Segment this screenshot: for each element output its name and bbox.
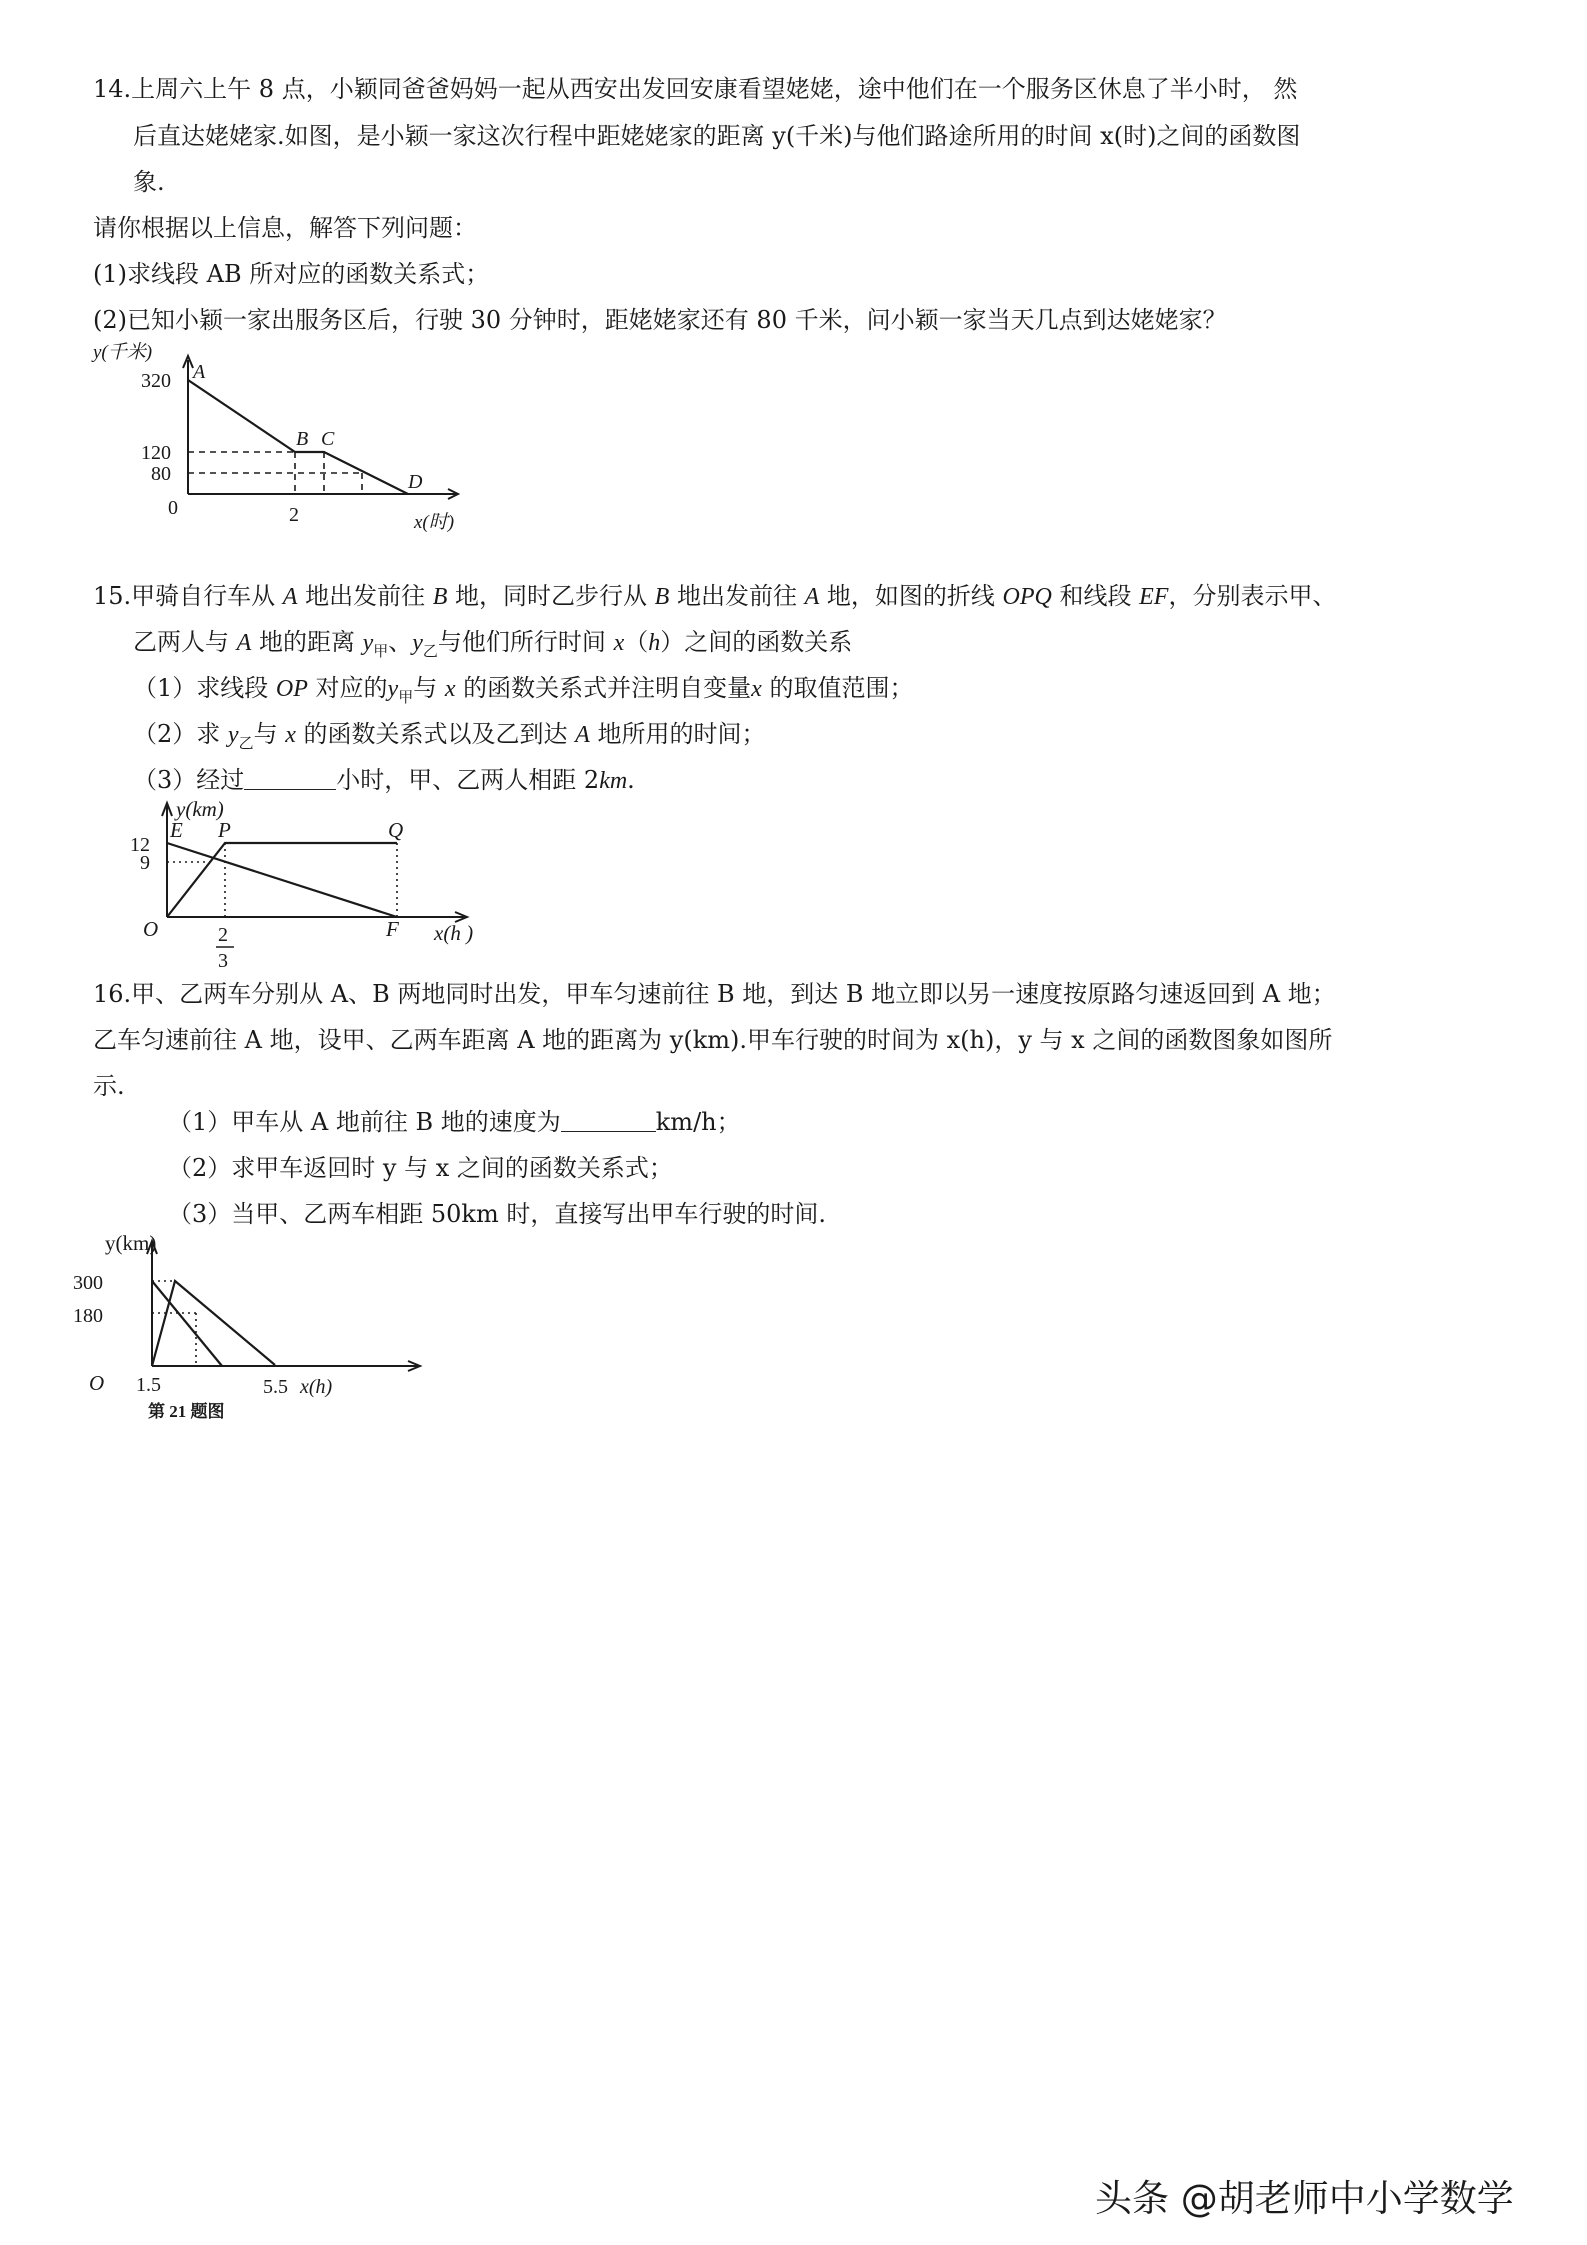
q16-polyline-car-jia: [152, 1281, 275, 1366]
q15-graph: [120, 797, 520, 980]
q16-answer-blank: [561, 1107, 656, 1132]
q15-ytick-12: 12: [130, 834, 150, 856]
q14-point-D: D: [408, 471, 423, 493]
q14-line1: 14.上周六上午 8 点，小颖同爸爸妈妈一起从西安出发回安康看望姥姥，途中他们在一个服务区休息了半小时， 然: [93, 75, 1298, 103]
q16-line1: 16.甲、乙两车分别从 A、B 两地同时出发，甲车匀速前往 B 地，到达 B 地立即以另一速度按原路匀速返回到 A 地；: [93, 980, 1336, 1008]
q15-answer-blank: [244, 765, 336, 790]
q16-x-label: x(h): [300, 1376, 333, 1398]
watermark: 头条 @胡老师中小学数学: [1095, 2177, 1514, 2220]
q14-line2: 后直达姥姥家.如图，是小颖一家这次行程中距姥姥家的距离 y(千米)与他们路途所用的时间 x(时)之间的函数图: [133, 122, 1301, 150]
q16-xtick-55: 5.5: [263, 1376, 288, 1398]
q14-ytick-120: 120: [141, 442, 171, 464]
q15-part2: （2）求 $y_乙$与 x 的函数关系式以及乙到达 A 地所用的时间；: [133, 720, 766, 752]
q15-xtick-den: 3: [218, 950, 228, 972]
q14-x-label: x(时): [414, 512, 455, 533]
q16-part1: （1）甲车从 A 地前往 B 地的速度为 km/h；: [168, 1108, 741, 1136]
q14-intro: 请你根据以上信息，解答下列问题：: [93, 214, 477, 242]
q14-point-B: B: [296, 428, 309, 450]
q15-origin: O: [143, 917, 159, 941]
q15-y-label: y(km): [176, 797, 224, 821]
q15-ytick-9: 9: [140, 852, 150, 874]
q14-line3: 象.: [133, 168, 165, 196]
q15-point-P: P: [218, 818, 231, 842]
q14-ytick-320: 320: [141, 370, 171, 392]
q15-point-F: F: [386, 917, 399, 941]
q16-line2: 乙车匀速前往 A 地，设甲、乙两车距离 A 地的距离为 y(km).甲车行驶的时间为 x(h)，y 与 x 之间的函数图象如图所: [93, 1026, 1333, 1054]
q16-caption: 第 21 题图: [148, 1402, 225, 1421]
q14-point-C: C: [321, 428, 335, 450]
q14-ytick-80: 80: [151, 463, 171, 485]
q16-xtick-15: 1.5: [136, 1374, 161, 1396]
q14-y-label: y(千米): [93, 342, 153, 363]
q15-line1: 15.甲骑自行车从 A 地出发前往 B 地，同时乙步行从 B 地出发前往 A 地，如图的折线 OPQ 和线段 EF，分别表示甲、: [93, 582, 1337, 610]
q15-point-Q: Q: [388, 818, 404, 842]
q15-part3: （3）经过 小时，甲、乙两人相距 2km.: [133, 766, 635, 794]
q14-part2: (2)已知小颖一家出服务区后，行驶 30 分钟时，距姥姥家还有 80 千米，问小颖一家当天几点到达姥姥家？: [93, 306, 1227, 334]
q14-graph: [88, 340, 488, 550]
q14-xtick-2: 2: [289, 504, 299, 526]
q15-part1: （1）求线段 OP 对应的$y_甲$与 x 的函数关系式并注明自变量x 的取值范围；: [133, 674, 914, 706]
q14-point-A: A: [193, 361, 206, 383]
q16-origin: O: [89, 1371, 105, 1395]
q16-ytick-300: 300: [73, 1272, 103, 1294]
q16-line3: 示.: [93, 1072, 125, 1100]
q14-part1: (1)求线段 AB 所对应的函数关系式；: [93, 260, 490, 288]
q15-xtick-num: 2: [218, 924, 228, 946]
q16-part2: （2）求甲车返回时 y 与 x 之间的函数关系式；: [168, 1154, 673, 1182]
q16-y-label: y(km): [105, 1231, 157, 1255]
q14-origin: 0: [168, 497, 178, 519]
q16-part3: （3）当甲、乙两车相距 50km 时，直接写出甲车行驶的时间.: [168, 1200, 826, 1228]
q16-ytick-180: 180: [73, 1305, 103, 1327]
q15-x-label: x(h ): [434, 921, 474, 945]
q15-line2: 乙两人与 A 地的距离 $y_甲$、$y_乙$与他们所行时间 x（h）之间的函数关系: [133, 628, 853, 660]
q15-point-E: E: [170, 818, 183, 842]
q16-graph: [73, 1230, 500, 1430]
q15-segment-EF: [167, 843, 397, 917]
